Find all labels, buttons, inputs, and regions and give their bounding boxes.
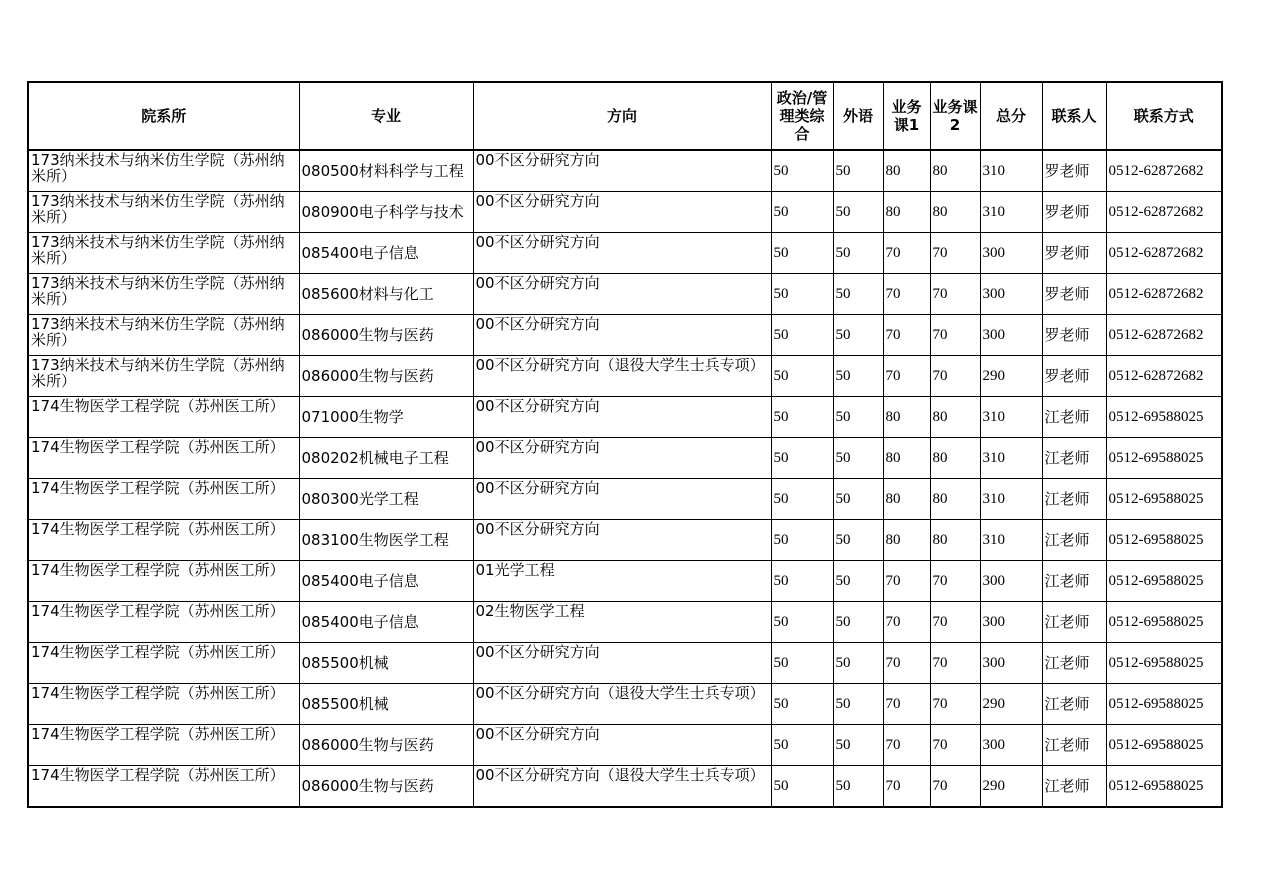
cell-politics: 50	[771, 315, 833, 356]
cell-contact-person: 江老师	[1042, 643, 1106, 684]
cell-major: 071000生物学	[299, 397, 473, 438]
cell-course-2: 70	[930, 315, 980, 356]
cell-major: 080300光学工程	[299, 479, 473, 520]
cell-contact-person: 罗老师	[1042, 315, 1106, 356]
table-row	[28, 725, 1222, 766]
cell-course-2: 70	[930, 643, 980, 684]
cell-politics: 50	[771, 725, 833, 766]
cell-politics: 50	[771, 356, 833, 397]
cell-foreign-language: 50	[833, 150, 883, 192]
cell-contact-info: 0512-69588025	[1106, 479, 1222, 520]
cell-course-1: 70	[883, 766, 930, 808]
cell-contact-person: 江老师	[1042, 684, 1106, 725]
cell-foreign-language: 50	[833, 479, 883, 520]
cell-course-2: 80	[930, 397, 980, 438]
cell-contact-info: 0512-62872682	[1106, 233, 1222, 274]
cell-contact-info: 0512-69588025	[1106, 602, 1222, 643]
table-row	[28, 643, 1222, 684]
cell-politics: 50	[771, 274, 833, 315]
cell-course-2: 80	[930, 150, 980, 192]
cell-major: 086000生物与医药	[299, 766, 473, 808]
cell-department: 174生物医学工程学院（苏州医工所）	[28, 725, 299, 766]
cell-contact-person: 江老师	[1042, 397, 1106, 438]
table-row	[28, 233, 1222, 274]
cell-foreign-language: 50	[833, 561, 883, 602]
cell-course-1: 70	[883, 274, 930, 315]
cell-contact-person: 罗老师	[1042, 274, 1106, 315]
cell-contact-person: 江老师	[1042, 766, 1106, 808]
cell-department: 174生物医学工程学院（苏州医工所）	[28, 684, 299, 725]
header-major: 专业	[299, 82, 473, 150]
cell-course-2: 80	[930, 192, 980, 233]
cell-foreign-language: 50	[833, 233, 883, 274]
header-contact-info: 联系方式	[1106, 82, 1222, 150]
cell-direction: 00不区分研究方向	[473, 438, 771, 479]
cell-course-1: 70	[883, 561, 930, 602]
header-total: 总分	[980, 82, 1042, 150]
table-row	[28, 274, 1222, 315]
cell-contact-info: 0512-69588025	[1106, 561, 1222, 602]
cell-total: 290	[980, 684, 1042, 725]
cell-foreign-language: 50	[833, 315, 883, 356]
table-row	[28, 356, 1222, 397]
cell-politics: 50	[771, 520, 833, 561]
cell-course-2: 70	[930, 233, 980, 274]
cell-direction: 00不区分研究方向（退役大学生士兵专项）	[473, 766, 771, 808]
cell-course-1: 80	[883, 438, 930, 479]
header-foreign-language: 外语	[833, 82, 883, 150]
table-row	[28, 315, 1222, 356]
cell-major: 085400电子信息	[299, 561, 473, 602]
cell-direction: 00不区分研究方向	[473, 150, 771, 192]
cell-direction: 00不区分研究方向	[473, 479, 771, 520]
header-course-2: 业务课2	[930, 82, 980, 150]
cell-course-2: 80	[930, 520, 980, 561]
cell-contact-info: 0512-62872682	[1106, 150, 1222, 192]
cell-foreign-language: 50	[833, 766, 883, 808]
cell-course-1: 80	[883, 150, 930, 192]
cell-course-1: 70	[883, 356, 930, 397]
cell-politics: 50	[771, 150, 833, 192]
cell-total: 290	[980, 356, 1042, 397]
table-row	[28, 479, 1222, 520]
cell-direction: 00不区分研究方向	[473, 520, 771, 561]
table-row	[28, 397, 1222, 438]
cell-direction: 00不区分研究方向	[473, 233, 771, 274]
score-table-sheet	[27, 81, 1223, 808]
cell-direction: 00不区分研究方向（退役大学生士兵专项）	[473, 356, 771, 397]
cell-course-2: 80	[930, 479, 980, 520]
cell-politics: 50	[771, 643, 833, 684]
cell-department: 173纳米技术与纳米仿生学院（苏州纳米所）	[28, 274, 299, 315]
cell-major: 086000生物与医药	[299, 725, 473, 766]
cell-course-1: 80	[883, 397, 930, 438]
cell-total: 310	[980, 150, 1042, 192]
table-row	[28, 438, 1222, 479]
cell-course-2: 80	[930, 438, 980, 479]
cell-contact-info: 0512-62872682	[1106, 274, 1222, 315]
table-row	[28, 602, 1222, 643]
cell-contact-person: 江老师	[1042, 479, 1106, 520]
cell-foreign-language: 50	[833, 274, 883, 315]
header-department: 院系所	[28, 82, 299, 150]
cell-department: 173纳米技术与纳米仿生学院（苏州纳米所）	[28, 356, 299, 397]
cell-contact-info: 0512-69588025	[1106, 643, 1222, 684]
cell-total: 310	[980, 479, 1042, 520]
cell-total: 300	[980, 274, 1042, 315]
cell-major: 086000生物与医药	[299, 356, 473, 397]
cell-politics: 50	[771, 766, 833, 808]
cell-course-1: 70	[883, 315, 930, 356]
cell-contact-info: 0512-69588025	[1106, 684, 1222, 725]
cell-politics: 50	[771, 479, 833, 520]
cell-contact-info: 0512-69588025	[1106, 397, 1222, 438]
cell-department: 174生物医学工程学院（苏州医工所）	[28, 643, 299, 684]
cell-department: 174生物医学工程学院（苏州医工所）	[28, 438, 299, 479]
cell-politics: 50	[771, 684, 833, 725]
cell-total: 310	[980, 438, 1042, 479]
cell-major: 085400电子信息	[299, 602, 473, 643]
cell-major: 080500材料科学与工程	[299, 150, 473, 192]
cell-major: 085400电子信息	[299, 233, 473, 274]
cell-course-1: 80	[883, 520, 930, 561]
cell-course-1: 80	[883, 192, 930, 233]
cell-major: 083100生物医学工程	[299, 520, 473, 561]
cell-contact-person: 江老师	[1042, 520, 1106, 561]
table-row	[28, 684, 1222, 725]
table-body	[28, 150, 1222, 807]
cell-department: 174生物医学工程学院（苏州医工所）	[28, 397, 299, 438]
cell-direction: 01光学工程	[473, 561, 771, 602]
cell-department: 173纳米技术与纳米仿生学院（苏州纳米所）	[28, 315, 299, 356]
cell-contact-info: 0512-62872682	[1106, 192, 1222, 233]
cell-foreign-language: 50	[833, 397, 883, 438]
cell-direction: 00不区分研究方向	[473, 643, 771, 684]
cell-course-1: 70	[883, 602, 930, 643]
cell-total: 310	[980, 520, 1042, 561]
cell-politics: 50	[771, 602, 833, 643]
cell-department: 174生物医学工程学院（苏州医工所）	[28, 479, 299, 520]
cell-foreign-language: 50	[833, 684, 883, 725]
cell-politics: 50	[771, 561, 833, 602]
cell-contact-info: 0512-62872682	[1106, 315, 1222, 356]
cell-major: 080202机械电子工程	[299, 438, 473, 479]
cell-politics: 50	[771, 438, 833, 479]
cell-course-2: 70	[930, 561, 980, 602]
cell-total: 300	[980, 233, 1042, 274]
cell-direction: 00不区分研究方向	[473, 274, 771, 315]
cell-department: 173纳米技术与纳米仿生学院（苏州纳米所）	[28, 192, 299, 233]
cell-department: 174生物医学工程学院（苏州医工所）	[28, 561, 299, 602]
cell-course-2: 70	[930, 356, 980, 397]
cell-total: 300	[980, 561, 1042, 602]
cell-foreign-language: 50	[833, 602, 883, 643]
header-course-1: 业务课1	[883, 82, 930, 150]
cell-department: 174生物医学工程学院（苏州医工所）	[28, 766, 299, 808]
cell-course-1: 70	[883, 233, 930, 274]
cell-course-1: 80	[883, 479, 930, 520]
cell-course-2: 70	[930, 684, 980, 725]
cell-major: 085500机械	[299, 643, 473, 684]
cell-major: 086000生物与医药	[299, 315, 473, 356]
cell-contact-person: 江老师	[1042, 725, 1106, 766]
cell-department: 173纳米技术与纳米仿生学院（苏州纳米所）	[28, 233, 299, 274]
header-politics: 政治/管理类综合	[771, 82, 833, 150]
cell-contact-person: 江老师	[1042, 438, 1106, 479]
cell-department: 174生物医学工程学院（苏州医工所）	[28, 520, 299, 561]
cell-direction: 02生物医学工程	[473, 602, 771, 643]
cell-course-2: 70	[930, 602, 980, 643]
header-contact-person: 联系人	[1042, 82, 1106, 150]
cell-course-1: 70	[883, 643, 930, 684]
header-row	[28, 82, 1222, 150]
cell-contact-person: 罗老师	[1042, 356, 1106, 397]
cell-contact-info: 0512-69588025	[1106, 766, 1222, 808]
cell-foreign-language: 50	[833, 643, 883, 684]
cell-foreign-language: 50	[833, 520, 883, 561]
cell-department: 174生物医学工程学院（苏州医工所）	[28, 602, 299, 643]
cell-contact-info: 0512-69588025	[1106, 438, 1222, 479]
cell-course-2: 70	[930, 725, 980, 766]
table-row	[28, 561, 1222, 602]
cell-contact-info: 0512-62872682	[1106, 356, 1222, 397]
cell-direction: 00不区分研究方向（退役大学生士兵专项）	[473, 684, 771, 725]
cell-total: 290	[980, 766, 1042, 808]
cell-contact-info: 0512-69588025	[1106, 725, 1222, 766]
cell-contact-person: 罗老师	[1042, 233, 1106, 274]
cell-direction: 00不区分研究方向	[473, 725, 771, 766]
cell-contact-person: 江老师	[1042, 561, 1106, 602]
cell-course-1: 70	[883, 684, 930, 725]
cell-foreign-language: 50	[833, 438, 883, 479]
cell-politics: 50	[771, 397, 833, 438]
header-direction: 方向	[473, 82, 771, 150]
cell-major: 085500机械	[299, 684, 473, 725]
cell-contact-person: 罗老师	[1042, 192, 1106, 233]
cell-foreign-language: 50	[833, 725, 883, 766]
cell-politics: 50	[771, 192, 833, 233]
table-row	[28, 520, 1222, 561]
cell-major: 085600材料与化工	[299, 274, 473, 315]
cell-course-2: 70	[930, 766, 980, 808]
cell-total: 300	[980, 602, 1042, 643]
cell-total: 300	[980, 643, 1042, 684]
score-table	[27, 81, 1223, 808]
cell-contact-person: 江老师	[1042, 602, 1106, 643]
cell-contact-info: 0512-69588025	[1106, 520, 1222, 561]
cell-total: 300	[980, 725, 1042, 766]
cell-total: 310	[980, 192, 1042, 233]
cell-course-1: 70	[883, 725, 930, 766]
table-row	[28, 766, 1222, 808]
cell-direction: 00不区分研究方向	[473, 315, 771, 356]
cell-total: 300	[980, 315, 1042, 356]
cell-contact-person: 罗老师	[1042, 150, 1106, 192]
cell-department: 173纳米技术与纳米仿生学院（苏州纳米所）	[28, 150, 299, 192]
cell-foreign-language: 50	[833, 192, 883, 233]
table-row	[28, 192, 1222, 233]
table-row	[28, 150, 1222, 192]
cell-politics: 50	[771, 233, 833, 274]
cell-direction: 00不区分研究方向	[473, 192, 771, 233]
cell-course-2: 70	[930, 274, 980, 315]
cell-major: 080900电子科学与技术	[299, 192, 473, 233]
cell-foreign-language: 50	[833, 356, 883, 397]
cell-direction: 00不区分研究方向	[473, 397, 771, 438]
cell-total: 310	[980, 397, 1042, 438]
